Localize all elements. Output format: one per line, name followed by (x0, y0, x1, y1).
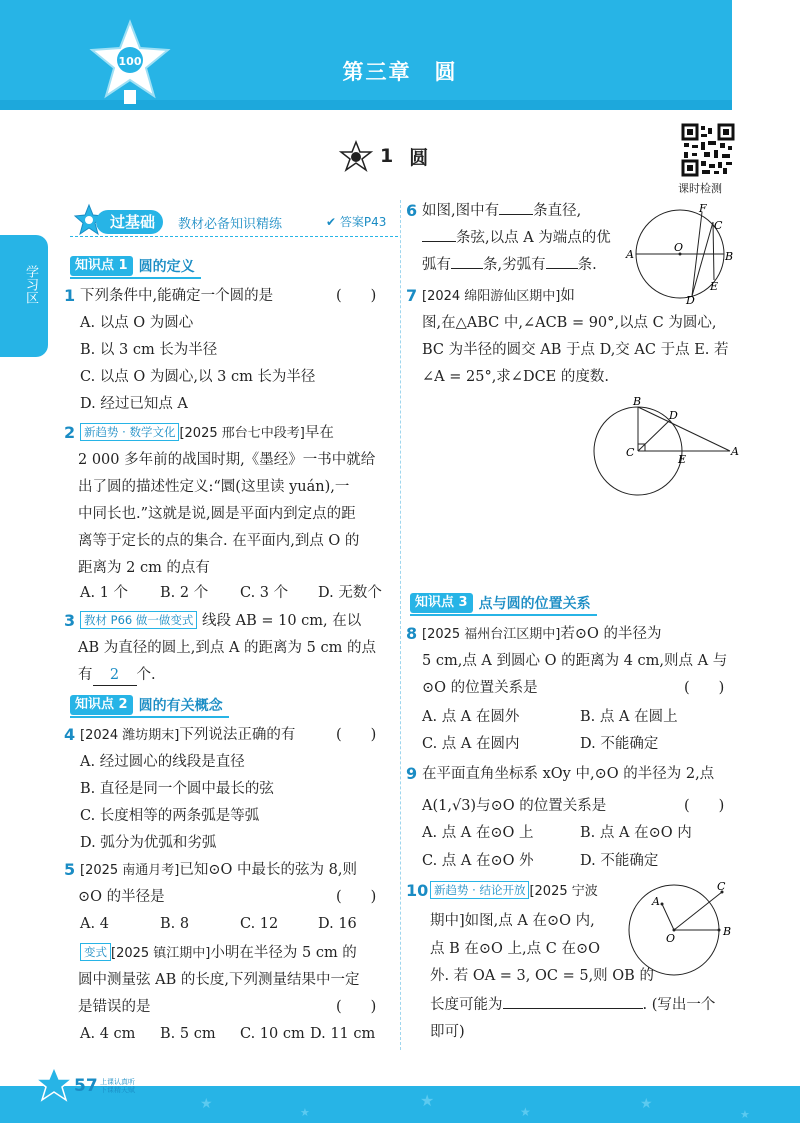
option-b: B. 点 A 在⊙O 内 (580, 825, 692, 841)
question-number: 8 (406, 624, 418, 643)
svg-text:100: 100 (118, 55, 142, 68)
option-b: B. 以 3 cm 长为半径 (80, 342, 218, 358)
question-source: [2025 镇江期中] (111, 946, 211, 961)
question-line: [2025 福州台江区期中]若⊙O 的半径为 (422, 626, 662, 642)
option-b: B. 2 个 (160, 585, 209, 601)
side-tab (0, 235, 48, 357)
option-c: C. 3 个 (240, 585, 289, 601)
base-practice-banner (70, 204, 398, 238)
qr-label: 课时检测 (678, 182, 722, 195)
option-a: A. 4 cm (80, 1026, 136, 1042)
figure-q7-triangle-circle (592, 393, 742, 497)
answer-bracket: ( ) (684, 798, 725, 814)
question-line: 弧有 条,劣弧有 条. (422, 257, 597, 273)
question-line: 如图,图中有 条直径, (422, 203, 582, 219)
kp-tag: 知识点 2 (70, 695, 133, 715)
question-source: [2024 绵阳游仙区期中] (422, 289, 561, 304)
question-line: 中同长也.”这就是说,圆是平面内到定点的距 (78, 506, 356, 522)
qr-code-icon[interactable] (682, 124, 734, 176)
option-a: A. 以点 O 为圆心 (80, 315, 194, 331)
question-line: 在平面直角坐标系 xOy 中,⊙O 的半径为 2,点 (422, 766, 715, 782)
blank (499, 214, 533, 215)
star-mascot-footer-icon (34, 1066, 74, 1102)
question-line: ⊙O 的位置关系是 (422, 680, 538, 696)
option-d: D. 不能确定 (580, 736, 659, 752)
option-d: D. 不能确定 (580, 853, 659, 869)
answer-fill: 2 (93, 665, 137, 686)
fig7-label-c: C (626, 446, 635, 459)
trend-badge: 新趋势 · 结论开放 (430, 881, 529, 899)
fig10-label-c: C (717, 880, 726, 893)
base-banner-subtitle: 教材必备知识精练 (178, 217, 283, 232)
section-number: 1 (380, 145, 394, 167)
fig6-label-f: F (699, 202, 707, 215)
variant-badge: 变式 (80, 943, 111, 961)
question-number: 7 (406, 286, 418, 305)
question-line: 长度可能为 . (写出一个 (430, 997, 716, 1013)
svg-text:★: ★ (420, 1091, 435, 1110)
kp-tag: 知识点 1 (70, 256, 133, 276)
column-divider (400, 200, 401, 1050)
option-a: A. 点 A 在⊙O 上 (422, 825, 534, 841)
star-mascot-icon (90, 18, 170, 108)
chapter-title: 第三章 圆 (342, 60, 458, 84)
kp-tag: 知识点 3 (410, 593, 473, 613)
question-line: 点 B 在⊙O 上,点 C 在⊙O (430, 941, 600, 957)
side-tab-label: 学习区 (23, 265, 38, 304)
question-line: 外. 若 OA = 3, OC = 5,则 OB 的 (430, 968, 654, 984)
variant-line: 变式 [2025 镇江期中]小明在半径为 5 cm 的 (80, 943, 357, 964)
question-line: 条弦,以点 A 为端点的优 (422, 228, 611, 248)
question-number: 2 (64, 423, 76, 442)
question-line: AB 为直径的圆上,到点 A 的距离为 5 cm 的点 (78, 640, 376, 656)
fig7-label-d: D (669, 409, 678, 422)
question-line: [2024 绵阳游仙区期中]如 (422, 288, 575, 304)
question-line: ⊙O 的半径是 (78, 889, 165, 905)
svg-text:★: ★ (520, 1105, 531, 1119)
question-line: 出了圆的描述性定义:“圜(这里读 yuán),一 (78, 479, 350, 495)
answer-bracket: ( ) (336, 288, 377, 304)
option-c: C. 以点 O 为圆心,以 3 cm 长为半径 (80, 369, 316, 385)
option-b: B. 8 (160, 916, 190, 932)
question-number: 3 (64, 611, 76, 630)
question-line: 即可) (430, 1024, 465, 1040)
question-line: BC 为半径的圆交 AB 于点 D,交 AC 于点 E. 若 (422, 342, 729, 358)
fig6-label-a: A (626, 248, 634, 261)
option-a: A. 4 (80, 916, 109, 932)
option-c: C. 点 A 在⊙O 外 (422, 853, 534, 869)
blank (451, 268, 483, 269)
knowledge-point-1 (70, 255, 195, 277)
question-line: 新趋势 · 结论开放 [2025 宁波 (430, 881, 598, 902)
option-a: A. 1 个 (80, 585, 129, 601)
blank (546, 268, 578, 269)
question-source: [2025 福州台江区期中] (422, 627, 561, 642)
fig7-label-e: E (678, 453, 687, 466)
page-number: 57 (74, 1076, 98, 1096)
option-a: A. 点 A 在圆外 (422, 709, 520, 725)
fig7-label-a: A (731, 445, 739, 458)
svg-text:★: ★ (740, 1108, 750, 1121)
option-d: D. 11 cm (310, 1026, 376, 1042)
kp-name: 圆的有关概念 (138, 698, 223, 714)
answer-reference: ✔ 答案P43 (326, 215, 387, 229)
question-line: 教材 P66 做一做变式 线段 AB = 10 cm, 在以 (80, 611, 361, 631)
blank (503, 1008, 643, 1009)
question-line: [2024 潍坊期末]下列说法正确的有 (80, 727, 296, 743)
question-line: 有 2 个. (78, 665, 156, 686)
option-d: D. 16 (318, 916, 357, 932)
fig10-label-b: B (723, 925, 732, 938)
figure-q10-circle (624, 880, 740, 980)
option-d: D. 无数个 (318, 585, 382, 601)
option-c: C. 12 (240, 916, 279, 932)
question-number: 6 (406, 201, 418, 220)
section-title (340, 141, 428, 171)
fig6-label-e: E (710, 280, 719, 293)
option-d: D. 弧分为优弧和劣弧 (80, 835, 217, 851)
blank (422, 241, 456, 242)
question-number: 5 (64, 860, 76, 879)
textbook-badge: 教材 P66 做一做变式 (80, 611, 197, 629)
option-c: C. 点 A 在圆内 (422, 736, 520, 752)
answer-bracket: ( ) (684, 680, 725, 696)
kp-name: 圆的定义 (138, 259, 195, 275)
question-source: [2024 潍坊期末] (80, 728, 180, 743)
question-number: 4 (64, 725, 76, 744)
question-line: 期中]如图,点 A 在⊙O 内, (430, 913, 595, 929)
question-line: 是错误的是 (78, 999, 151, 1015)
question-number: 10 (406, 881, 429, 900)
question-line: A(1,√3)与⊙O 的位置关系是 (422, 798, 607, 814)
question-line: ∠A = 25°,求∠DCE 的度数. (422, 369, 609, 385)
question-number: 9 (406, 764, 418, 783)
fig6-label-b: B (725, 250, 734, 263)
question-line: [2025 南通月考]已知⊙O 中最长的弦为 8,则 (80, 862, 357, 878)
kp-name: 点与圆的位置关系 (478, 596, 591, 612)
option-b: B. 直径是同一个圆中最长的弦 (80, 781, 274, 797)
fig6-label-c: C (714, 219, 723, 232)
star-badge-icon (340, 141, 372, 171)
question-line: 图,在△ABC 中,∠ACB = 90°,以点 C 为圆心, (422, 315, 717, 331)
option-c: C. 长度相等的两条弧是等弧 (80, 808, 260, 824)
question-source: [2025 南通月考] (80, 863, 180, 878)
knowledge-point-3 (410, 592, 591, 614)
svg-text:★: ★ (640, 1096, 653, 1112)
question-line: 圆中测量弦 AB 的长度,下列测量结果中一定 (78, 972, 360, 988)
fig6-label-d: D (686, 294, 695, 307)
question-line: 离等于定长的点的集合. 在平面内,到点 O 的 (78, 533, 360, 549)
footer-slogan: 上课认真听 下课精天赋 (100, 1078, 135, 1094)
answer-bracket: ( ) (336, 889, 377, 905)
fig10-label-o: O (666, 932, 676, 945)
fig6-label-o: O (674, 241, 684, 254)
section-name: 圆 (409, 146, 429, 169)
question-line: 2 000 多年前的战国时期,《墨经》一书中就给 (78, 452, 376, 468)
option-c: C. 10 cm (240, 1026, 305, 1042)
trend-badge: 新趋势 · 数学文化 (80, 423, 179, 441)
option-b: B. 点 A 在圆上 (580, 709, 678, 725)
base-banner-title: 过基础 (96, 210, 163, 234)
svg-text:★: ★ (300, 1106, 310, 1119)
banner-divider (70, 236, 398, 237)
fig10-label-a: A (652, 895, 660, 908)
option-d: D. 经过已知点 A (80, 396, 188, 412)
question-line: 5 cm,点 A 到圆心 O 的距离为 4 cm,则点 A 与 (422, 653, 728, 669)
option-a: A. 经过圆心的线段是直径 (80, 754, 245, 770)
fig7-label-b: B (633, 395, 642, 408)
option-b: B. 5 cm (160, 1026, 216, 1042)
answer-reference-text: 答案P43 (339, 215, 387, 229)
svg-text:★: ★ (200, 1096, 213, 1112)
knowledge-point-2 (70, 694, 223, 716)
answer-bracket: ( ) (336, 727, 377, 743)
answer-bracket: ( ) (336, 999, 377, 1015)
question-line: 距离为 2 cm 的点有 (78, 560, 210, 576)
question-stem: 下列条件中,能确定一个圆的是 (80, 288, 274, 304)
figure-q6-circle (624, 200, 734, 307)
question-line: 新趋势 · 数学文化 [2025 邢台七中段考]早在 (80, 423, 334, 444)
question-source: [2025 邢台七中段考] (179, 426, 305, 441)
question-number: 1 (64, 286, 76, 305)
